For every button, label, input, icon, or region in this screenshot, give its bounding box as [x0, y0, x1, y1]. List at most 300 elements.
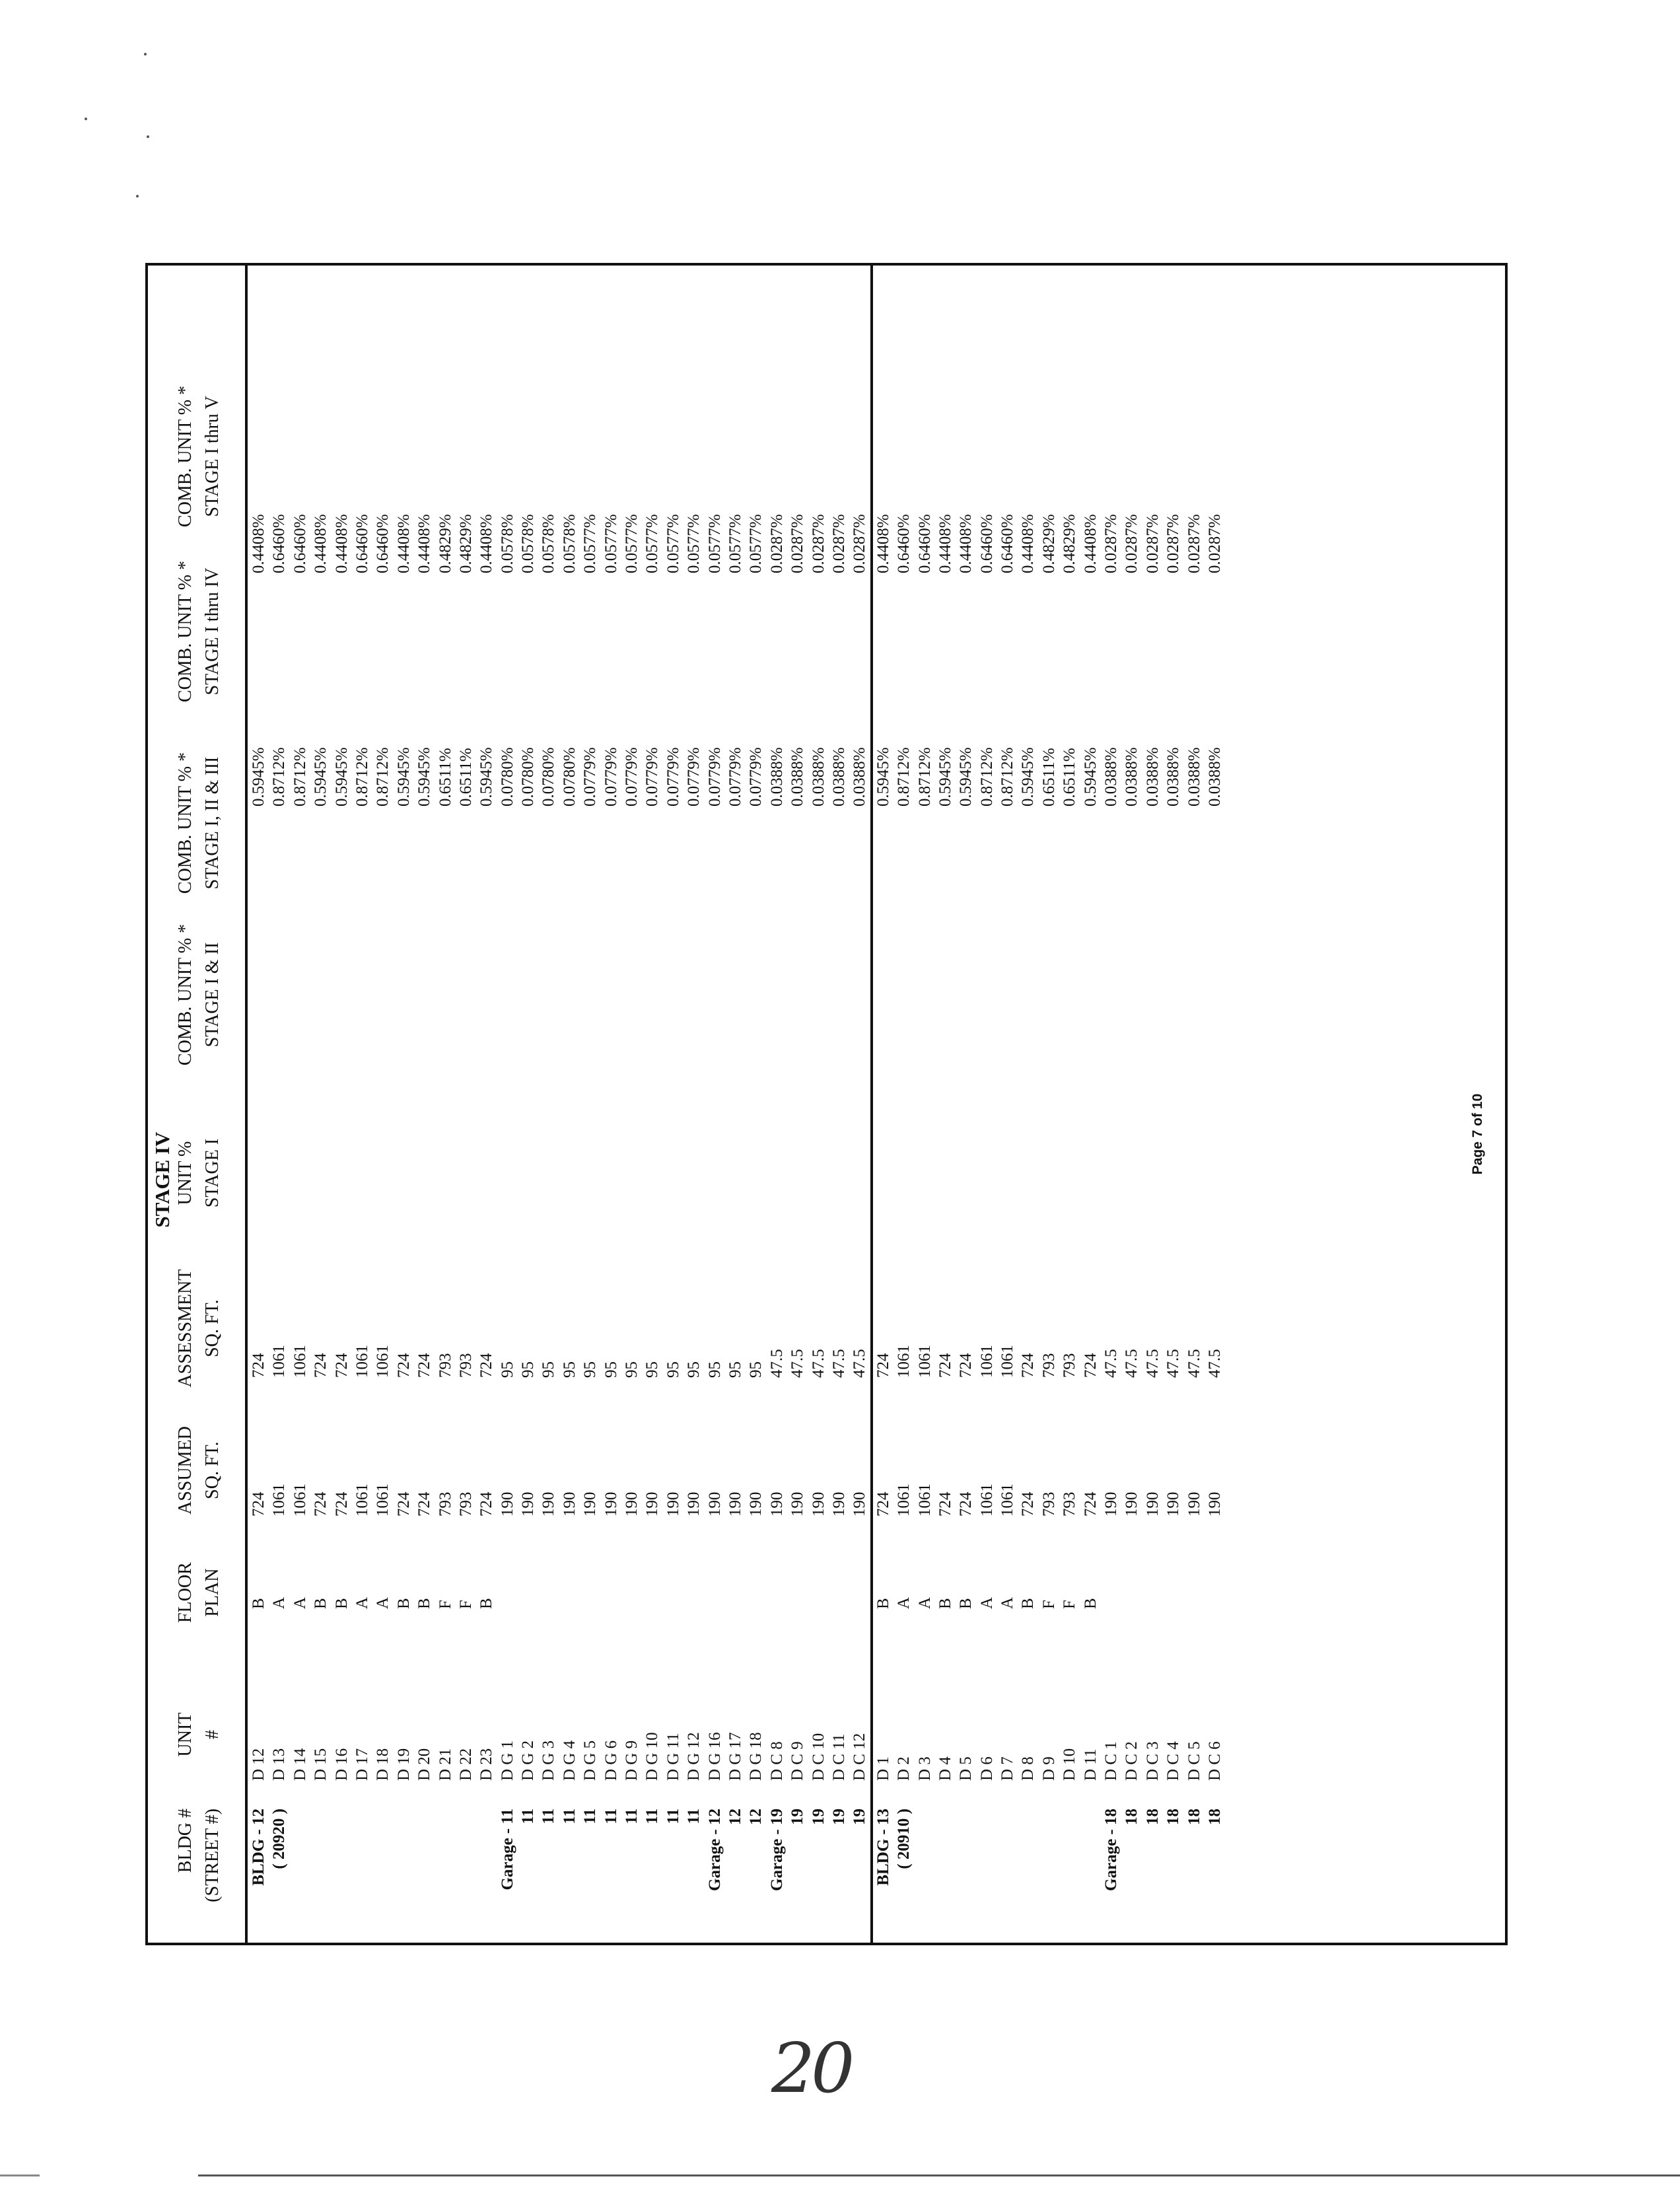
assessment-sqft-cell: 724 [957, 1353, 975, 1378]
unit-cell: D C 4 [1164, 1741, 1183, 1781]
stage5-percent-cell: 0.0577% [602, 514, 620, 573]
bldg-cell: 18 [1205, 1809, 1224, 1825]
assumed-sqft-cell: 793 [436, 1491, 454, 1517]
unit-cell: D 22 [456, 1748, 475, 1781]
table-body [248, 266, 1225, 1943]
assessment-sqft-cell: 95 [747, 1361, 765, 1378]
stage4-percent-cell: 0.6511% [1039, 748, 1058, 807]
assessment-sqft-cell: 724 [1081, 1353, 1100, 1378]
page-number: Page 7 of 10 [1470, 1093, 1485, 1175]
assessment-sqft-cell: 47.5 [1205, 1349, 1224, 1378]
table-row [746, 266, 766, 1943]
unit-cell: D 6 [977, 1756, 996, 1781]
header-floor-plan: FLOOR PLAN [175, 1562, 223, 1623]
unit-cell: D 2 [895, 1756, 913, 1781]
stage5-percent-cell: 0.0287% [1164, 514, 1183, 573]
assumed-sqft-cell: 1061 [270, 1484, 289, 1517]
table-row [915, 266, 935, 1943]
assumed-sqft-cell: 724 [250, 1491, 267, 1517]
unit-cell: D C 12 [851, 1733, 869, 1781]
assumed-sqft-cell: 793 [1061, 1491, 1079, 1517]
unit-cell: D 19 [394, 1748, 413, 1781]
stage5-percent-cell: 0.6460% [895, 514, 913, 573]
bldg-cell: 11 [643, 1809, 662, 1824]
stage4-percent-cell: 0.8712% [915, 747, 934, 807]
assessment-sqft-cell: 47.5 [1102, 1349, 1121, 1378]
assessment-sqft-cell: 47.5 [1123, 1349, 1141, 1378]
unit-cell: D 10 [1061, 1748, 1079, 1781]
floor-plan-cell: B [394, 1598, 413, 1609]
stage5-percent-cell: 0.4408% [394, 514, 413, 573]
floor-plan-cell: F [1061, 1600, 1079, 1609]
floor-plan-cell: B [477, 1598, 496, 1609]
floor-plan-cell: A [977, 1597, 996, 1609]
header-assessment: ASSESSMENT SQ. FT. [175, 1269, 223, 1388]
stage4-percent-cell: 0.0388% [829, 747, 848, 807]
assessment-sqft-cell: 793 [1039, 1353, 1058, 1378]
stage4-percent-cell: 0.0779% [664, 747, 682, 807]
header-assumed: ASSUMED SQ. FT. [175, 1426, 223, 1515]
speck [147, 135, 149, 138]
table-row [414, 266, 435, 1943]
stage4-percent-cell: 0.5945% [1081, 747, 1100, 807]
stage4-percent-cell: 0.0780% [498, 747, 516, 807]
assumed-sqft-cell: 1061 [291, 1484, 309, 1517]
floor-plan-cell: B [936, 1598, 954, 1609]
unit-cell: D C 3 [1143, 1741, 1162, 1781]
bldg-cell: 11 [560, 1809, 578, 1824]
table-row [1080, 266, 1101, 1943]
stage4-percent-cell: 0.8712% [291, 747, 309, 807]
table-row [1142, 266, 1163, 1943]
assessment-sqft-cell: 1061 [270, 1345, 289, 1378]
unit-cell: D G 1 [498, 1740, 516, 1781]
rotated-table [148, 266, 1505, 1943]
bldg-cell: Garage - 11 [498, 1809, 516, 1890]
stage5-percent-cell: 0.0287% [1102, 514, 1121, 573]
assumed-sqft-cell: 190 [705, 1491, 724, 1517]
stage5-percent-cell: 0.4408% [332, 514, 351, 573]
floor-plan-cell: A [998, 1597, 1017, 1609]
assessment-sqft-cell: 47.5 [851, 1349, 869, 1378]
table-row [352, 266, 372, 1943]
stage4-percent-cell: 0.5945% [332, 747, 351, 807]
bldg-cell: 12 [726, 1809, 744, 1825]
table-row [269, 266, 289, 1943]
assumed-sqft-cell: 190 [623, 1491, 641, 1517]
floor-plan-cell: B [312, 1598, 330, 1609]
table-frame [145, 263, 1508, 1945]
stage5-percent-cell: 0.4408% [477, 514, 496, 573]
unit-cell: D 13 [270, 1748, 289, 1781]
bottom-edge-line [198, 2174, 1680, 2176]
floor-plan-cell: A [291, 1597, 309, 1609]
stage5-percent-cell: 0.0577% [623, 514, 641, 573]
stage4-percent-cell: 0.8712% [374, 747, 392, 807]
assumed-sqft-cell: 724 [312, 1491, 330, 1517]
assessment-sqft-cell: 1061 [977, 1345, 996, 1378]
unit-cell: D 16 [332, 1748, 351, 1781]
assumed-sqft-cell: 724 [936, 1491, 954, 1517]
stage4-percent-cell: 0.8712% [353, 747, 371, 807]
bldg-cell: 18 [1164, 1809, 1183, 1825]
floor-plan-cell: F [456, 1600, 475, 1609]
unit-cell: D G 16 [705, 1732, 724, 1781]
assumed-sqft-cell: 793 [1039, 1491, 1058, 1517]
stage5-percent-cell: 0.4408% [250, 514, 267, 573]
floor-plan-cell: A [270, 1597, 289, 1609]
assessment-sqft-cell: 95 [664, 1361, 682, 1378]
assumed-sqft-cell: 190 [851, 1491, 869, 1517]
assessment-sqft-cell: 793 [436, 1353, 454, 1378]
assumed-sqft-cell: 190 [1102, 1491, 1121, 1517]
stage5-percent-cell: 0.0578% [498, 514, 516, 573]
assessment-sqft-cell: 1061 [915, 1345, 934, 1378]
stage5-percent-cell: 0.0577% [747, 514, 765, 573]
assessment-sqft-cell: 724 [1019, 1353, 1037, 1378]
bldg-cell: 11 [519, 1809, 538, 1824]
stage4-percent-cell: 0.0779% [685, 747, 703, 807]
table-row [456, 266, 476, 1943]
table-row [935, 266, 956, 1943]
assumed-sqft-cell: 190 [643, 1491, 662, 1517]
assumed-sqft-cell: 190 [1164, 1491, 1183, 1517]
table-row [372, 266, 393, 1943]
unit-cell: D G 11 [664, 1733, 682, 1781]
assessment-sqft-cell: 95 [623, 1361, 641, 1378]
assumed-sqft-cell: 724 [415, 1491, 434, 1517]
assumed-sqft-cell: 724 [874, 1491, 892, 1517]
bldg-cell: Garage - 12 [705, 1809, 724, 1891]
unit-cell: D C 5 [1185, 1741, 1203, 1781]
unit-cell: D 17 [353, 1748, 371, 1781]
unit-cell: D C 10 [809, 1733, 827, 1781]
unit-cell: D C 6 [1205, 1741, 1224, 1781]
table-row [1205, 266, 1225, 1943]
unit-cell: D G 4 [560, 1740, 578, 1781]
floor-plan-cell: B [1019, 1598, 1037, 1609]
unit-cell: D 3 [915, 1756, 934, 1781]
table-row [870, 266, 893, 1943]
assessment-sqft-cell: 793 [1061, 1353, 1079, 1378]
table-row [310, 266, 331, 1943]
unit-cell: D G 3 [540, 1740, 558, 1781]
stage5-percent-cell: 0.6460% [977, 514, 996, 573]
assumed-sqft-cell: 190 [685, 1491, 703, 1517]
unit-cell: D 8 [1019, 1756, 1037, 1781]
table-row [497, 266, 518, 1943]
assumed-sqft-cell: 1061 [998, 1484, 1017, 1517]
stage4-percent-cell: 0.0779% [623, 747, 641, 807]
assumed-sqft-cell: 190 [602, 1491, 620, 1517]
table-row [787, 266, 808, 1943]
assessment-sqft-cell: 47.5 [809, 1349, 827, 1378]
unit-cell: D C 11 [829, 1733, 848, 1781]
unit-cell: D 20 [415, 1748, 434, 1781]
assessment-sqft-cell: 95 [498, 1361, 516, 1378]
stage5-percent-cell: 0.0577% [664, 514, 682, 573]
bldg-cell: BLDG - 12 [250, 1809, 267, 1886]
stage4-percent-cell: 0.5945% [477, 747, 496, 807]
stage4-percent-cell: 0.6511% [456, 748, 475, 807]
assumed-sqft-cell: 1061 [374, 1484, 392, 1517]
assessment-sqft-cell: 793 [456, 1353, 475, 1378]
header-rule [245, 266, 248, 1943]
stage-title: STAGE IV [151, 1131, 174, 1228]
table-row [1163, 266, 1183, 1943]
assumed-sqft-cell: 724 [957, 1491, 975, 1517]
floor-plan-cell: A [353, 1597, 371, 1609]
assessment-sqft-cell: 47.5 [788, 1349, 807, 1378]
assumed-sqft-cell: 1061 [353, 1484, 371, 1517]
table-row [725, 266, 746, 1943]
speck [144, 53, 147, 55]
header-stage4: COMB. UNIT % * STAGE I thru IV [175, 560, 223, 703]
unit-cell: D G 2 [519, 1740, 538, 1781]
stage4-percent-cell: 0.8712% [977, 747, 996, 807]
unit-cell: D G 17 [726, 1732, 744, 1781]
floor-plan-cell: A [915, 1597, 934, 1609]
assessment-sqft-cell: 724 [874, 1353, 892, 1378]
table-row [705, 266, 725, 1943]
stage5-percent-cell: 0.0287% [1205, 514, 1224, 573]
table-row [601, 266, 621, 1943]
bldg-cell: ( 20910 ) [895, 1809, 913, 1869]
assumed-sqft-cell: 190 [788, 1491, 807, 1517]
assessment-sqft-cell: 47.5 [767, 1349, 786, 1378]
stage5-percent-cell: 0.0578% [519, 514, 538, 573]
table-row [849, 266, 870, 1943]
bldg-cell: 19 [851, 1809, 869, 1825]
table-row [997, 266, 1018, 1943]
unit-cell: D 21 [436, 1748, 454, 1781]
table-row [683, 266, 704, 1943]
stage5-percent-cell: 0.6460% [374, 514, 392, 573]
bldg-cell: 11 [623, 1809, 641, 1824]
assessment-sqft-cell: 724 [415, 1353, 434, 1378]
table-row [580, 266, 600, 1943]
table-row [1059, 266, 1080, 1943]
assumed-sqft-cell: 190 [829, 1491, 848, 1517]
stage4-percent-cell: 0.0779% [747, 747, 765, 807]
stage5-percent-cell: 0.4408% [312, 514, 330, 573]
stage5-percent-cell: 0.0287% [1143, 514, 1162, 573]
assessment-sqft-cell: 724 [332, 1353, 351, 1378]
floor-plan-cell: B [415, 1598, 434, 1609]
stage5-percent-cell: 0.4829% [456, 514, 475, 573]
floor-plan-cell: F [436, 1600, 454, 1609]
assessment-sqft-cell: 47.5 [1164, 1349, 1183, 1378]
table-row [829, 266, 849, 1943]
assumed-sqft-cell: 190 [767, 1491, 786, 1517]
table-row [290, 266, 310, 1943]
floor-plan-cell: B [250, 1598, 267, 1609]
stage4-percent-cell: 0.5945% [1019, 747, 1037, 807]
assessment-sqft-cell: 95 [685, 1361, 703, 1378]
unit-cell: D C 9 [788, 1741, 807, 1781]
assumed-sqft-cell: 190 [1205, 1491, 1224, 1517]
bldg-cell: 19 [809, 1809, 827, 1825]
stage5-percent-cell: 0.0287% [767, 514, 786, 573]
unit-cell: D 7 [998, 1756, 1017, 1781]
stage5-percent-cell: 0.6460% [270, 514, 289, 573]
unit-cell: D G 5 [581, 1740, 600, 1781]
unit-cell: D G 10 [643, 1732, 662, 1781]
floor-plan-cell: B [1081, 1598, 1100, 1609]
stage4-percent-cell: 0.0388% [1185, 747, 1203, 807]
bldg-cell: 11 [581, 1809, 600, 1824]
assumed-sqft-cell: 793 [456, 1491, 475, 1517]
handwritten-number: 20 [771, 2028, 851, 2108]
bldg-cell: 19 [829, 1809, 848, 1825]
stage5-percent-cell: 0.0287% [809, 514, 827, 573]
stage5-percent-cell: 0.6460% [998, 514, 1017, 573]
speck [136, 195, 139, 198]
stage5-percent-cell: 0.0578% [560, 514, 578, 573]
assumed-sqft-cell: 190 [809, 1491, 827, 1517]
assessment-sqft-cell: 95 [581, 1361, 600, 1378]
table-row [621, 266, 642, 1943]
stage4-percent-cell: 0.5945% [936, 747, 954, 807]
floor-plan-cell: B [332, 1598, 351, 1609]
stage5-percent-cell: 0.0287% [829, 514, 848, 573]
stage4-percent-cell: 0.0388% [788, 747, 807, 807]
assessment-sqft-cell: 95 [705, 1361, 724, 1378]
table-row [476, 266, 497, 1943]
assessment-sqft-cell: 724 [312, 1353, 330, 1378]
floor-plan-cell: B [957, 1598, 975, 1609]
unit-cell: D 15 [312, 1748, 330, 1781]
stage5-percent-cell: 0.4829% [1061, 514, 1079, 573]
unit-cell: D 1 [874, 1756, 892, 1781]
stage5-percent-cell: 0.0577% [705, 514, 724, 573]
table-row [435, 266, 456, 1943]
assumed-sqft-cell: 190 [1185, 1491, 1203, 1517]
header-stage2: COMB. UNIT % * STAGE I & II [175, 923, 223, 1066]
assumed-sqft-cell: 1061 [977, 1484, 996, 1517]
header-stage3: COMB. UNIT % * STAGE I, II & III [175, 752, 223, 894]
table-row [1018, 266, 1038, 1943]
stage5-percent-cell: 0.4408% [874, 514, 892, 573]
stage5-percent-cell: 0.6460% [291, 514, 309, 573]
table-row [518, 266, 538, 1943]
assumed-sqft-cell: 724 [1019, 1491, 1037, 1517]
speck [85, 118, 87, 120]
stage4-percent-cell: 0.5945% [874, 747, 892, 807]
assessment-sqft-cell: 47.5 [829, 1349, 848, 1378]
bldg-cell: 18 [1123, 1809, 1141, 1825]
table-row [1101, 266, 1121, 1943]
unit-cell: D G 18 [747, 1732, 765, 1781]
unit-cell: D 4 [936, 1756, 954, 1781]
stage4-percent-cell: 0.6511% [1061, 748, 1079, 807]
stage5-percent-cell: 0.0577% [581, 514, 600, 573]
assumed-sqft-cell: 1061 [895, 1484, 913, 1517]
assessment-sqft-cell: 47.5 [1185, 1349, 1203, 1378]
table-row [559, 266, 580, 1943]
assessment-sqft-cell: 1061 [895, 1345, 913, 1378]
stage5-percent-cell: 0.6460% [353, 514, 371, 573]
stage4-percent-cell: 0.8712% [895, 747, 913, 807]
assessment-sqft-cell: 95 [643, 1361, 662, 1378]
stage5-percent-cell: 0.0577% [726, 514, 744, 573]
stage5-percent-cell: 0.4408% [415, 514, 434, 573]
unit-cell: D 9 [1039, 1756, 1058, 1781]
unit-cell: D G 9 [623, 1740, 641, 1781]
header-unit: UNIT # [175, 1712, 223, 1757]
stage5-percent-cell: 0.0287% [851, 514, 869, 573]
assessment-sqft-cell: 724 [936, 1353, 954, 1378]
unit-cell: D C 2 [1123, 1741, 1141, 1781]
assessment-sqft-cell: 724 [394, 1353, 413, 1378]
table-row [1039, 266, 1059, 1943]
floor-plan-cell: A [895, 1597, 913, 1609]
assessment-sqft-cell: 95 [726, 1361, 744, 1378]
assumed-sqft-cell: 190 [498, 1491, 516, 1517]
table-row [394, 266, 414, 1943]
table-row [977, 266, 997, 1943]
stage4-percent-cell: 0.5945% [957, 747, 975, 807]
assumed-sqft-cell: 190 [519, 1491, 538, 1517]
bldg-cell: Garage - 19 [767, 1809, 786, 1891]
table-row [1121, 266, 1142, 1943]
stage4-percent-cell: 0.0779% [643, 747, 662, 807]
table-row [1184, 266, 1205, 1943]
stage4-percent-cell: 0.0779% [581, 747, 600, 807]
bldg-cell: 11 [540, 1809, 558, 1824]
header-stage1: UNIT % STAGE I [175, 1138, 223, 1208]
stage5-percent-cell: 0.4829% [436, 514, 454, 573]
bldg-cell: 18 [1143, 1809, 1162, 1825]
stage5-percent-cell: 0.4408% [936, 514, 954, 573]
stage4-percent-cell: 0.0388% [809, 747, 827, 807]
unit-cell: D 12 [250, 1748, 267, 1781]
assumed-sqft-cell: 190 [747, 1491, 765, 1517]
table-row [808, 266, 829, 1943]
table-row [956, 266, 976, 1943]
table-row [642, 266, 662, 1943]
stage5-percent-cell: 0.0287% [788, 514, 807, 573]
unit-cell: D 5 [957, 1756, 975, 1781]
assumed-sqft-cell: 190 [540, 1491, 558, 1517]
assumed-sqft-cell: 190 [581, 1491, 600, 1517]
unit-cell: D 18 [374, 1748, 392, 1781]
assumed-sqft-cell: 724 [1081, 1491, 1100, 1517]
unit-cell: D 23 [477, 1748, 496, 1781]
bldg-cell: 11 [664, 1809, 682, 1824]
table-row [538, 266, 559, 1943]
bldg-cell: Garage - 18 [1102, 1809, 1121, 1891]
stage5-percent-cell: 0.0577% [643, 514, 662, 573]
stage4-percent-cell: 0.5945% [394, 747, 413, 807]
stage5-percent-cell: 0.6460% [915, 514, 934, 573]
unit-cell: D 11 [1081, 1748, 1100, 1781]
unit-cell: D G 6 [602, 1740, 620, 1781]
stage4-percent-cell: 0.6511% [436, 748, 454, 807]
assessment-sqft-cell: 1061 [353, 1345, 371, 1378]
stage4-percent-cell: 0.5945% [250, 747, 267, 807]
table-row [663, 266, 683, 1943]
bldg-cell: ( 20920 ) [270, 1809, 289, 1869]
unit-cell: D 14 [291, 1748, 309, 1781]
assumed-sqft-cell: 190 [1123, 1491, 1141, 1517]
table-row [248, 266, 269, 1943]
assumed-sqft-cell: 190 [1143, 1491, 1162, 1517]
assessment-sqft-cell: 95 [602, 1361, 620, 1378]
table-row [332, 266, 352, 1943]
assessment-sqft-cell: 95 [540, 1361, 558, 1378]
stage4-percent-cell: 0.0388% [1123, 747, 1141, 807]
